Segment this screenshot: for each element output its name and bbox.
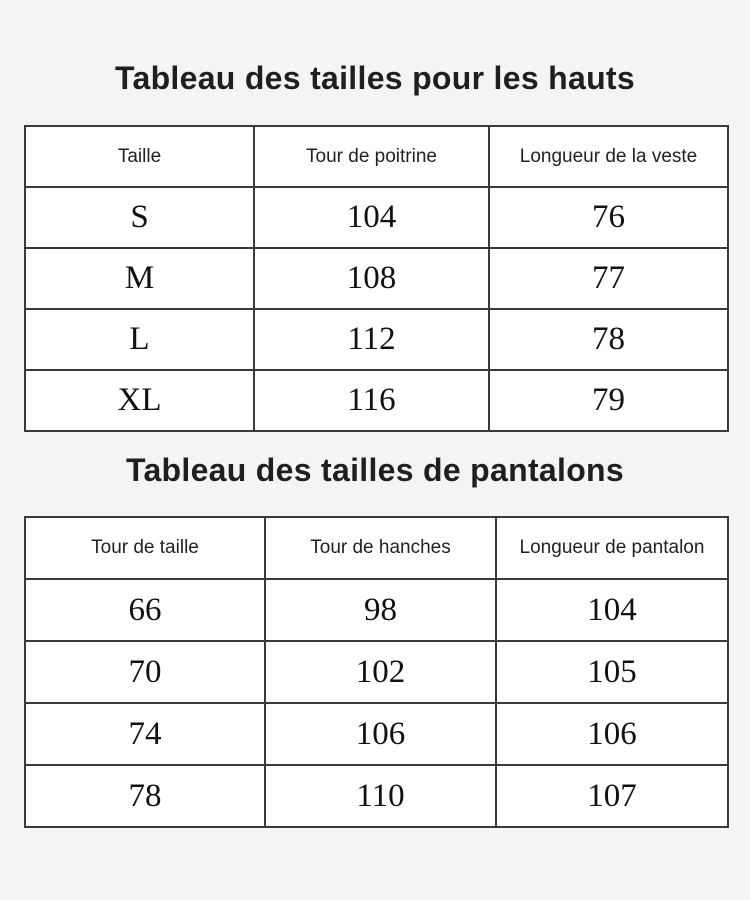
pants-size-table (24, 516, 729, 828)
size-cell: M (25, 248, 254, 309)
table-row (25, 703, 728, 765)
waist-cell: 74 (25, 703, 265, 765)
tops-size-table (24, 125, 729, 432)
column-header-chest: Tour de poitrine (254, 126, 489, 187)
tops-size-chart-title: Tableau des tailles pour les hauts (115, 60, 635, 96)
table-header-row (25, 126, 728, 187)
waist-cell: 78 (25, 765, 265, 827)
table-header-row (25, 517, 728, 579)
chest-cell: 108 (254, 248, 489, 309)
size-cell: S (25, 187, 254, 248)
jacket-length-cell: 76 (489, 187, 728, 248)
pants-length-cell: 106 (496, 703, 728, 765)
hips-cell: 102 (265, 641, 496, 703)
table-row (25, 641, 728, 703)
chest-cell: 112 (254, 309, 489, 370)
size-cell: L (25, 309, 254, 370)
waist-cell: 66 (25, 579, 265, 641)
pants-length-cell: 107 (496, 765, 728, 827)
table-row (25, 248, 728, 309)
column-header-hips: Tour de hanches (265, 517, 496, 579)
table-row (25, 370, 728, 431)
column-header-waist: Tour de taille (25, 517, 265, 579)
pants-length-cell: 105 (496, 641, 728, 703)
size-cell: XL (25, 370, 254, 431)
hips-cell: 110 (265, 765, 496, 827)
column-header-size: Taille (25, 126, 254, 187)
jacket-length-cell: 79 (489, 370, 728, 431)
pants-size-chart-title: Tableau des tailles de pantalons (125, 452, 625, 488)
chest-cell: 116 (254, 370, 489, 431)
chest-cell: 104 (254, 187, 489, 248)
hips-cell: 98 (265, 579, 496, 641)
jacket-length-cell: 77 (489, 248, 728, 309)
hips-cell: 106 (265, 703, 496, 765)
jacket-length-cell: 78 (489, 309, 728, 370)
column-header-pants-length: Longueur de pantalon (496, 517, 728, 579)
pants-length-cell: 104 (496, 579, 728, 641)
table-row (25, 187, 728, 248)
waist-cell: 70 (25, 641, 265, 703)
table-row (25, 309, 728, 370)
table-row (25, 765, 728, 827)
column-header-jacket-length: Longueur de la veste (489, 126, 728, 187)
table-row (25, 579, 728, 641)
